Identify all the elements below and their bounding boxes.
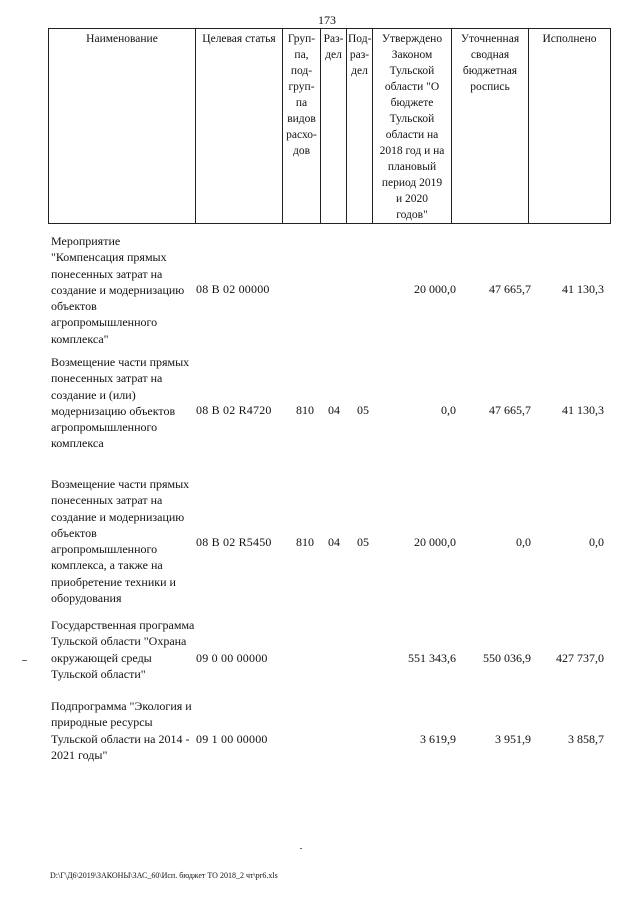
row-target: 09 1 00 00000 [196,732,268,746]
table-header [48,28,611,224]
column-header-subsection: Под- раз- дел [347,29,373,224]
row-approved: 0,0 [441,403,456,417]
row-name: Государственная программа Тульской области "Охрана окружающей среды Тульской области" [51,618,195,681]
row-target: 09 0 00 00000 [196,651,268,665]
row-target: 08 В 02 R5450 [196,535,272,549]
column-header-section: Раз- дел [321,29,347,224]
column-header-executed: Исполнено [529,29,611,224]
column-header-approved: Утверждено Законом Тульской области "О бюджете Тульской области на 2018 год и на плановый период 2019 и 2020 годов" [373,29,452,224]
column-header-name: Наименование [49,29,196,224]
row-section: 04 [328,535,340,549]
row-refined: 47 665,7 [489,403,531,417]
row-name: Мероприятие "Компенсация прямых понесенных затрат на создание и модернизацию объектов агропромышленного комплекса" [51,234,185,346]
row-approved: 551 343,6 [408,651,456,665]
row-executed: 41 130,3 [562,282,604,296]
footer-file-path: D:\Г\Д6\2019\ЗАКОНЫ\ЗАС_60\Исп. бюджет ТО 2018_2 чт\pr6.xls [50,871,278,880]
row-approved: 3 619,9 [420,732,456,746]
row-name: Подпрограмма "Экология и природные ресурсы Тульской области на 2014 - 2021 годы" [51,699,192,762]
row-target: 08 В 02 R4720 [196,403,272,417]
row-executed: 427 737,0 [556,651,604,665]
row-refined: 47 665,7 [489,282,531,296]
row-executed: 41 130,3 [562,403,604,417]
row-refined: 0,0 [516,535,531,549]
row-subsection: 05 [357,535,369,549]
scan-mark [300,848,302,849]
row-name: Возмещение части прямых понесенных затрат на создание и (или) модернизацию объектов агропромышленного комплекса [51,355,190,451]
row-subsection: 05 [357,403,369,417]
row-approved: 20 000,0 [414,535,456,549]
row-approved: 20 000,0 [414,282,456,296]
scan-mark [22,660,27,661]
row-section: 04 [328,403,340,417]
row-executed: 0,0 [589,535,604,549]
row-target: 08 В 02 00000 [196,282,270,296]
row-refined: 550 036,9 [483,651,531,665]
row-expense-type: 810 [296,535,314,549]
page-number: 173 [318,13,336,27]
row-executed: 3 858,7 [568,732,604,746]
row-expense-type: 810 [296,403,314,417]
column-header-target: Целевая статья [196,29,283,224]
column-header-expense-type: Груп- па, под- груп- па видов расхо- дов [283,29,321,224]
column-header-refined: Уточненная сводная бюджетная роспись [452,29,529,224]
row-name: Возмещение части прямых понесенных затрат на создание и модернизацию объектов агропромышленного комплекса, а также на приобретение техники и оборудования [51,477,190,606]
row-refined: 3 951,9 [495,732,531,746]
